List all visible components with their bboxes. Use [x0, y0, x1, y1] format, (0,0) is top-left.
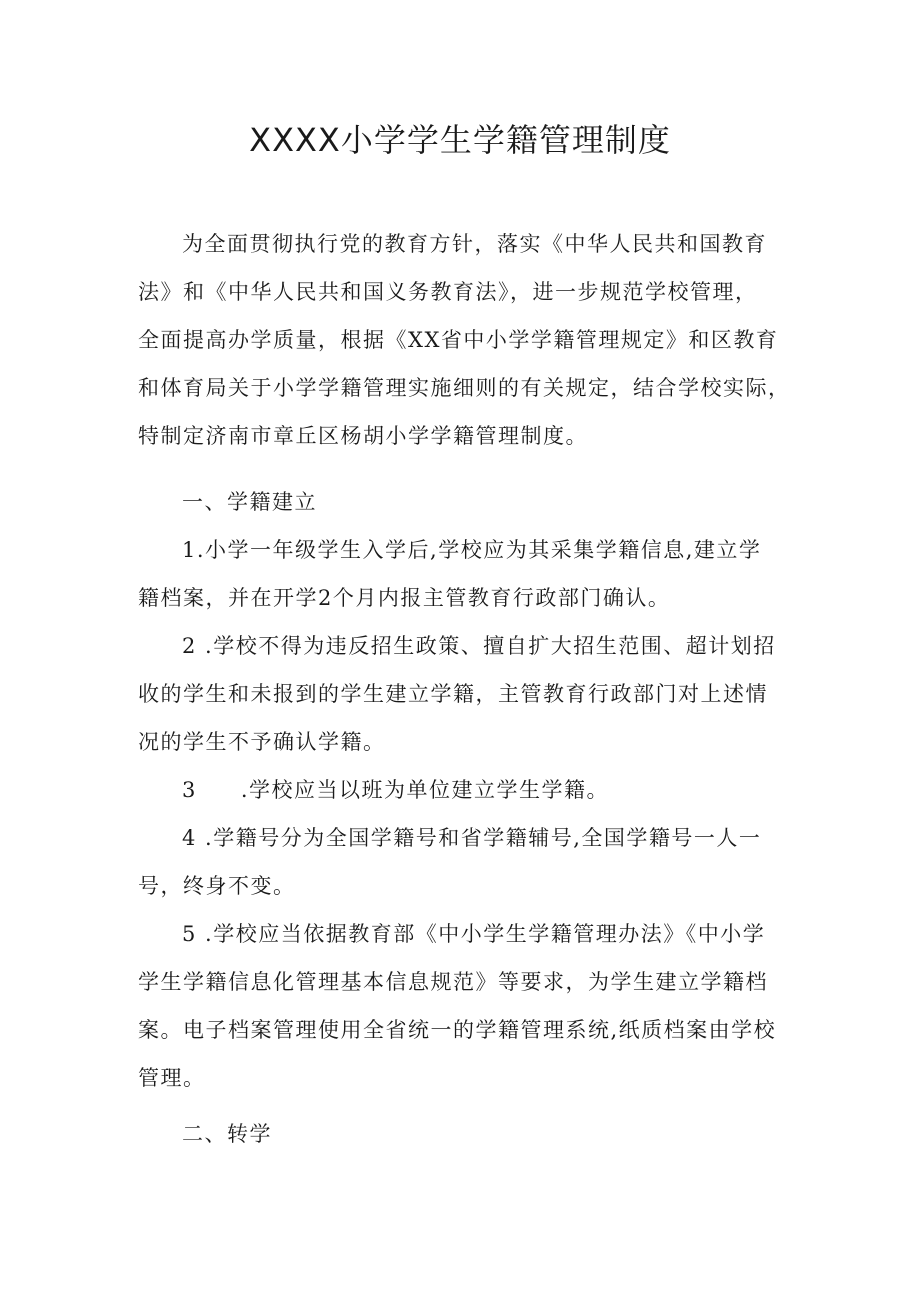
item-4-paragraph: [138, 814, 798, 910]
item-line: 案。电子档案管理使用全省统一的学籍管理系统,纸质档案由学校: [138, 1018, 777, 1042]
item-2-paragraph: [138, 622, 798, 766]
item-3-text: .学校应当以班为单位建立学生学籍。: [240, 778, 610, 802]
item-line: 4 .学籍号分为全国学籍号和省学籍辅号,全国学籍号一人一: [182, 826, 762, 850]
item-line: [138, 766, 798, 814]
intro-line: 特制定济南市章丘区杨胡小学学籍管理制度。: [138, 424, 588, 448]
item-line: 籍档案，并在开学2个月内报主管教育行政部门确认。: [138, 586, 671, 610]
item-line: 况的学生不予确认学籍。: [138, 730, 386, 754]
section-heading-transfer: 二、转学: [182, 1122, 272, 1146]
item-line: 1.小学一年级学生入学后,学校应为其采集学籍信息,建立学: [182, 538, 762, 562]
section-heading-enrollment: 一、学籍建立: [182, 490, 317, 514]
item-line: 学生学籍信息化管理基本信息规范》等要求，为学生建立学籍档: [138, 970, 768, 994]
intro-line: 全面提高办学质量，根据《XX省中小学学籍管理规定》和区教育: [138, 328, 779, 352]
item-line: 2 .学校不得为违反招生政策、擅自扩大招生范围、超计划招: [182, 634, 776, 658]
item-3-paragraph: [138, 766, 798, 814]
item-5-paragraph: [138, 910, 798, 1102]
intro-line: 为全面贯彻执行党的教育方针，落实《中华人民共和国教育: [182, 232, 767, 256]
intro-paragraph: [138, 220, 798, 460]
item-1-paragraph: [138, 526, 798, 622]
intro-line: 法》和《中华人民共和国义务教育法》，进一步规范学校管理，: [138, 280, 758, 304]
item-line: 管理。: [138, 1066, 206, 1090]
item-line: 5 .学校应当依据教育部《中小学生学籍管理办法》《中小学: [182, 922, 766, 946]
intro-line: 和体育局关于小学学籍管理实施细则的有关规定，结合学校实际，: [138, 376, 791, 400]
item-line: 号，终身不变。: [138, 874, 296, 898]
item-3-number: 3: [182, 778, 197, 802]
item-line: 收的学生和未报到的学生建立学籍，主管教育行政部门对上述情: [138, 682, 768, 706]
document-title: XXXX小学学生学籍管理制度: [249, 121, 671, 159]
